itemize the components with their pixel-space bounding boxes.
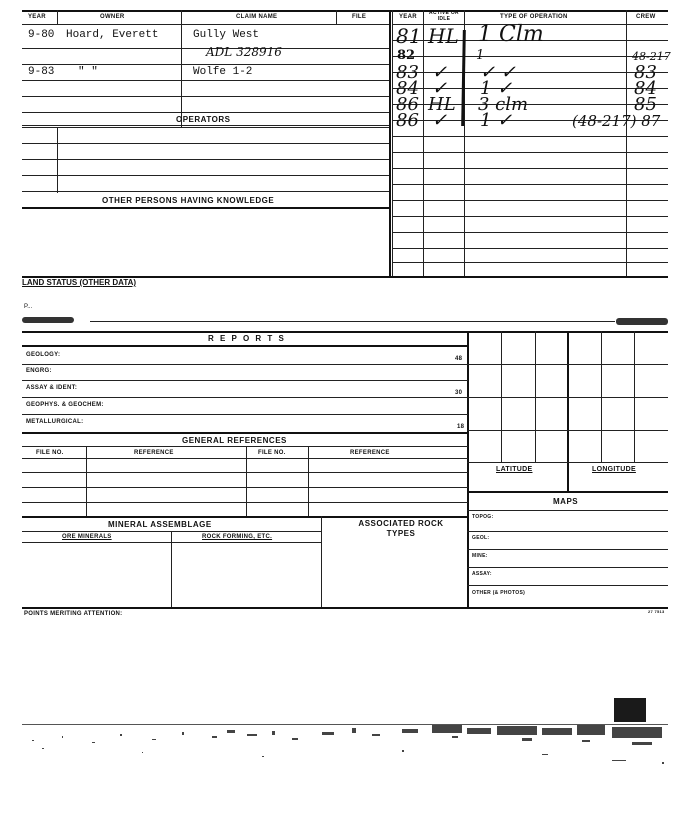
- activity-operation-type: 1 ✓: [480, 78, 513, 99]
- activity-year: 86: [396, 110, 419, 131]
- claim-year: 9-80: [28, 29, 55, 41]
- map-label: ASSAY:: [472, 571, 492, 577]
- mineral-assemblage-heading: MINERAL ASSEMBLAGE: [108, 520, 212, 529]
- general-refs-line: [22, 502, 468, 503]
- owner-header: OWNER: [100, 14, 125, 20]
- operators-row-line: [22, 143, 389, 144]
- report-label: GEOLOGY:: [26, 352, 61, 358]
- activity-active-idle: HL: [428, 94, 456, 115]
- activity-operation-type: 1: [476, 48, 485, 63]
- activity-crew: 83: [634, 62, 657, 83]
- form-number: 27 7513: [648, 609, 665, 614]
- report-number: 18: [457, 424, 465, 430]
- operators-top-line: [22, 125, 389, 126]
- claims-row-line: [22, 64, 389, 65]
- activity-row-line: [392, 152, 668, 153]
- scan-noise-band: [22, 722, 670, 774]
- activity-operation-type: 1 ✓: [480, 110, 513, 131]
- rock-forming-header: ROCK FORMING, ETC.: [202, 534, 273, 540]
- ref-header: REFERENCE: [350, 450, 390, 456]
- report-label: METALLURGICAL:: [26, 419, 84, 425]
- longitude-label: LONGITUDE: [592, 466, 636, 473]
- reports-top-border: [22, 331, 668, 333]
- claim-owner: Hoard, Everett: [66, 29, 159, 41]
- reports-heading: R E P O R T S: [208, 334, 286, 343]
- redaction-mark: [616, 318, 668, 325]
- activity-row-line: [392, 56, 668, 57]
- activity-operation-type: 1 Clm: [478, 22, 544, 47]
- crew-header: CREW: [636, 14, 656, 20]
- claims-row-line: [22, 80, 389, 81]
- reports-row-line: [22, 364, 468, 365]
- reports-row-line: [22, 432, 468, 434]
- claim-name: Wolfe 1-2: [193, 66, 253, 78]
- general-refs-line: [22, 446, 468, 447]
- ref-header: FILE NO.: [258, 450, 286, 456]
- center-divider-inner: [392, 10, 393, 276]
- general-refs-line: [22, 487, 468, 488]
- map-label: OTHER (& PHOTOS): [472, 590, 526, 596]
- coord-grid-row: [467, 430, 668, 431]
- activity-year: 84: [396, 78, 419, 99]
- claims-col-line: [181, 10, 182, 128]
- claim-name: Gully West: [193, 29, 260, 41]
- top-border: [22, 10, 668, 12]
- activity-year: 83: [396, 62, 419, 83]
- activity-crew: (48-217) 87: [572, 112, 661, 130]
- reports-row-line: [22, 380, 468, 381]
- activity-operation-type: 3 clm: [478, 94, 529, 115]
- general-refs-col: [246, 446, 247, 516]
- report-label: ENGRG:: [26, 368, 52, 374]
- claims-col-line: [57, 10, 58, 24]
- general-references-heading: GENERAL REFERENCES: [182, 436, 287, 445]
- general-refs-line: [22, 458, 468, 459]
- mineral-col: [321, 516, 322, 607]
- activity-year: 81: [396, 24, 422, 48]
- operation-type-header: TYPE OF OPERATION: [500, 14, 568, 20]
- land-status-heading: LAND STATUS (OTHER DATA): [22, 278, 137, 287]
- general-refs-line: [22, 472, 468, 473]
- claims-header-line: [22, 24, 389, 25]
- associated-rock-types-heading: ASSOCIATED ROCK TYPES: [358, 519, 444, 538]
- maps-heading: MAPS: [553, 497, 579, 506]
- small-mark: P...: [24, 304, 33, 310]
- maps-line: [467, 567, 668, 568]
- operators-heading: OPERATORS: [176, 115, 231, 124]
- center-divider: [389, 10, 391, 276]
- activity-row-line: [392, 136, 668, 137]
- map-label: MINE:: [472, 553, 488, 559]
- mineral-line: [22, 542, 321, 543]
- general-refs-bottom: [22, 516, 468, 518]
- reports-row-line: [22, 414, 468, 415]
- map-label: GEOL:: [472, 535, 490, 541]
- activity-operation-type: ✓ ✓: [480, 62, 516, 83]
- maps-line: [467, 510, 668, 511]
- latitude-label: LATITUDE: [496, 466, 533, 473]
- claims-col-line: [336, 10, 337, 24]
- activity-row-line: [392, 200, 668, 201]
- operators-col-line: [57, 127, 58, 193]
- ore-minerals-header: ORE MINERALS: [62, 534, 112, 540]
- activity-crew: 84: [634, 78, 657, 99]
- activity-active-idle: ✓: [432, 78, 448, 99]
- land-status-line: [90, 321, 615, 322]
- coord-grid-row: [467, 397, 668, 398]
- general-refs-col: [308, 446, 309, 516]
- year-header: YEAR: [28, 14, 46, 20]
- reports-row-line: [22, 397, 468, 398]
- activity-row-line: [392, 262, 668, 263]
- other-persons-heading: OTHER PERSONS HAVING KNOWLEDGE: [102, 196, 275, 205]
- activity-row-line: [392, 184, 668, 185]
- redaction-mark: [22, 317, 74, 323]
- claim-year: 9-83: [28, 66, 55, 78]
- scan-artifact: [614, 698, 646, 722]
- operators-row-line: [22, 175, 389, 176]
- activity-year-header: YEAR: [399, 14, 417, 20]
- activity-row-line: [392, 232, 668, 233]
- activity-active-idle: ✓: [432, 62, 448, 83]
- bottom-border: [22, 607, 668, 609]
- file-header: FILE: [352, 14, 367, 20]
- claim-name-header: CLAIM NAME: [236, 14, 278, 20]
- activity-col-line: [626, 10, 627, 276]
- coord-grid-col: [567, 331, 569, 491]
- report-label: GEOPHYS. & GEOCHEM:: [26, 402, 104, 408]
- maps-line: [467, 549, 668, 550]
- operators-row-line: [22, 191, 389, 192]
- operators-row-line: [22, 159, 389, 160]
- maps-line: [467, 531, 668, 532]
- activity-row-line: [392, 216, 668, 217]
- activity-active-idle: HL: [428, 24, 459, 48]
- map-label: TOPOG:: [472, 514, 494, 520]
- claim-owner: " ": [78, 66, 98, 78]
- activity-active-idle: ✓: [432, 110, 448, 131]
- report-number: 48: [455, 356, 463, 362]
- reports-right-divider: [467, 331, 469, 607]
- ref-header: REFERENCE: [134, 450, 174, 456]
- claims-row-line: [22, 127, 389, 128]
- coord-grid-row: [467, 364, 668, 365]
- maps-top-line: [467, 491, 668, 493]
- activity-col-line: [423, 10, 424, 276]
- active-idle-header: ACTIVE OR IDLE: [429, 10, 459, 22]
- report-number: 30: [455, 390, 463, 396]
- activity-year: 82: [397, 48, 416, 63]
- activity-crew: 85: [634, 94, 657, 115]
- points-meriting-attention: POINTS MERITING ATTENTION:: [24, 611, 123, 617]
- coord-grid-row: [467, 462, 668, 463]
- activity-crew: 48-217: [632, 50, 671, 63]
- claim-handwritten-note: ADL 328916: [206, 45, 282, 59]
- activity-year: 86: [396, 94, 419, 115]
- maps-line: [467, 585, 668, 586]
- report-label: ASSAY & IDENT:: [26, 385, 78, 391]
- pen-stroke: [461, 30, 466, 126]
- ref-header: FILE NO.: [36, 450, 64, 456]
- activity-row-line: [392, 168, 668, 169]
- other-persons-line: [22, 207, 389, 209]
- claims-row-line: [22, 96, 389, 97]
- claims-row-line: [22, 112, 389, 113]
- reports-heading-line: [22, 345, 468, 347]
- general-refs-col: [86, 446, 87, 516]
- activity-row-line: [392, 248, 668, 249]
